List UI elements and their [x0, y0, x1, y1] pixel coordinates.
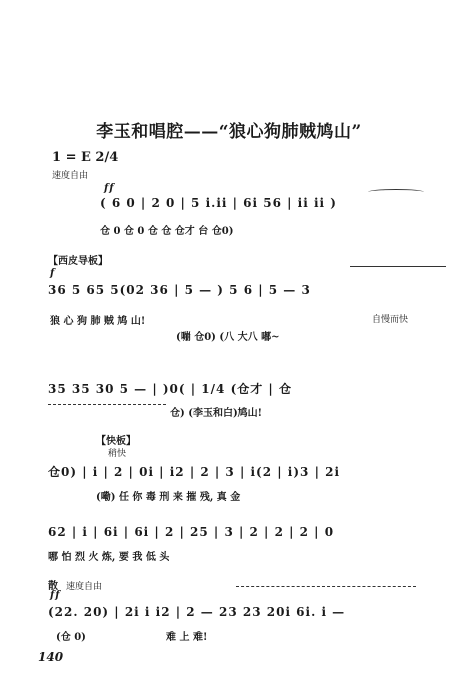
row6-notes: (22. 20) | 2i i i2 | 2 — 23 23 20i 6i. i — — [48, 605, 346, 619]
dynamic-ff: ff — [50, 590, 61, 601]
row1-percussion: 仓 0 仓 0 仓 仓 仓才 台 仓0) — [100, 226, 234, 237]
row3-percussion: 仓) (李玉和白)鸠山! — [170, 408, 263, 419]
key-signature: 1 = E 2/4 — [52, 150, 119, 165]
row5-notes: 62 | i | 6i | 6i | 2 | 25 | 3 | 2 | 2 | 2 | 0 — [48, 525, 335, 539]
row6-lyrics: 难 上 难! — [166, 632, 208, 643]
row1-notes: ( 6 0 | 2 0 | 5 i.ii | 6i 56 | ii ii ) — [100, 196, 337, 210]
dynamic-f: f — [50, 268, 56, 279]
tie-mark — [368, 189, 424, 195]
row3-notes: 35 35 30 5 — | )0( | 1/4 (仓才 | 仓 — [48, 382, 292, 396]
row6-percussion: (仓 0) — [56, 632, 86, 643]
kuaiban-label: 【快板】 — [96, 436, 136, 447]
intro-tempo: 速度自由 — [52, 171, 89, 181]
dashed-line — [48, 404, 166, 405]
row2-lyrics: 狼 心 狗 肺 贼 鸠 山! — [50, 316, 146, 327]
page-title: 李玉和唱腔——“狼心狗肺贼鸠山” — [96, 122, 362, 142]
end-tempo: 速度自由 — [66, 582, 103, 592]
row2-percussion: (嘣 仓0) (八 大八 嘟~ — [176, 332, 280, 343]
end-dynamic: 散 — [48, 581, 58, 592]
row5-lyrics: 哪 怕 烈 火 炼, 要 我 低 头 — [48, 552, 170, 563]
row4-lyrics: (嘞) 任 你 毒 刑 来 摧 残, 真 金 — [96, 492, 241, 503]
xipi-label: 【西皮导板】 — [48, 256, 108, 267]
row4-notes: 仓0) | i | 2 | 0i | i2 | 2 | 3 | i(2 | i)3 | 2i — [48, 465, 341, 479]
dashed-line-top — [236, 586, 416, 587]
dynamic-mark: ff — [104, 183, 115, 194]
row2-notes: 36 5 65 5(02 36 | 5 — ) 5 6 | 5 — 3 — [48, 283, 311, 297]
phrase-line — [350, 266, 446, 267]
kuaiban-tempo: 稍快 — [108, 449, 127, 459]
page-number: 140 — [38, 650, 64, 664]
row2-annotation: 自慢而快 — [372, 315, 409, 325]
